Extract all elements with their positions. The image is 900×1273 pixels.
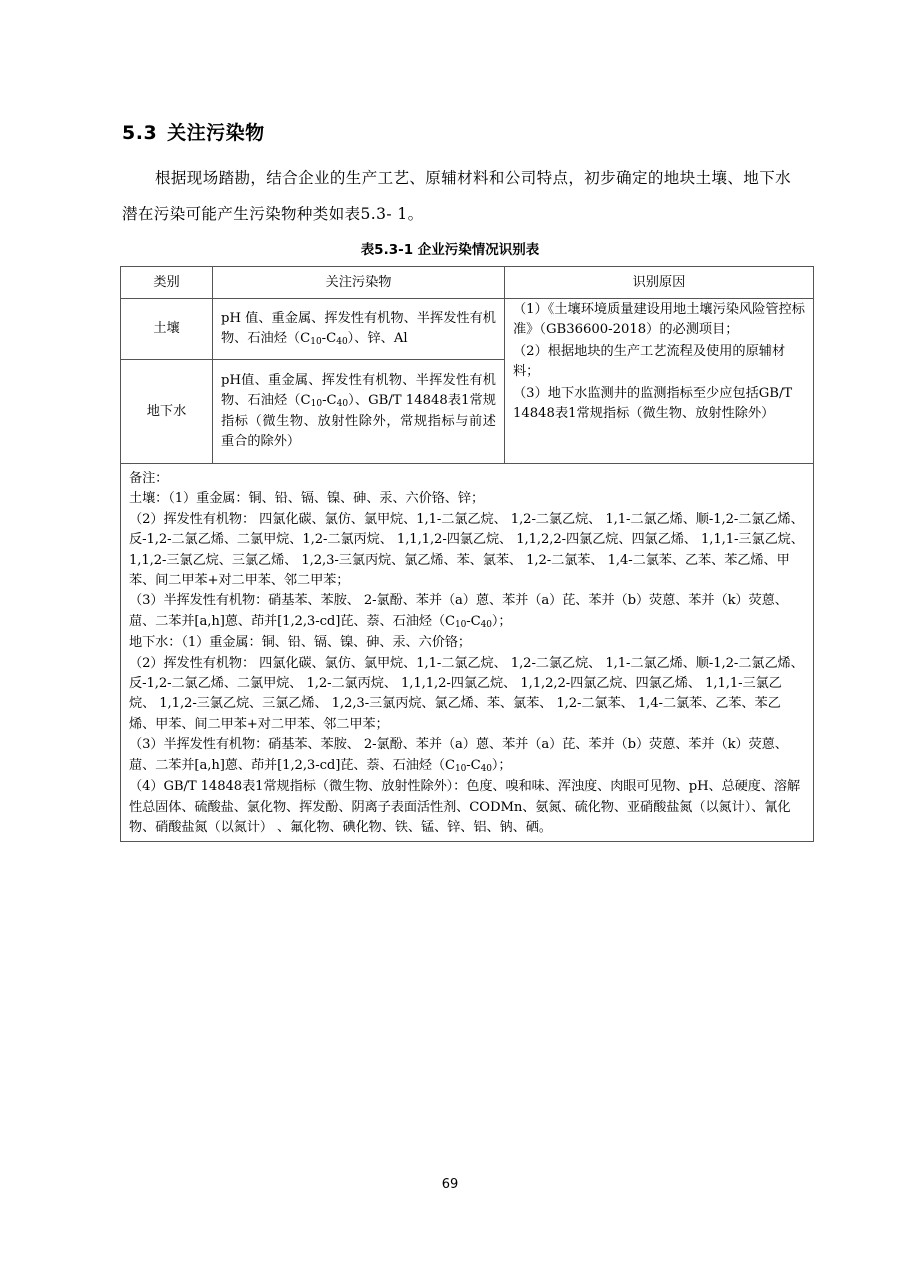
note-soil-voc: （2）挥发性有机物： 四氯化碳、氯仿、氯甲烷、1,1-二氯乙烷、 1,2-二氯乙烷、 1,1-二氯乙烯、顺-1,2-二氯乙烯、反-1,2-二氯乙烯、二氯甲烷、1,2-二氯丙烷、 1,1,1,2-四氯乙烷、 1,1,2,2-四氯乙烷、四氯乙烯、 1,1,1-三氯乙烷、 1,1,2-三氯乙烷、三氯乙烯、 1,2,3-三氯丙烷、氯乙烯、苯、氯苯、 1,2-二氯苯、 1,4-二氯苯、乙苯、苯乙烯、甲苯、间二甲苯+对二甲苯、邻二甲苯； [129,511,804,589]
notes-label: 备注： [129,471,169,486]
header-reason: 识别原因 [505,267,814,299]
table-header-row [121,267,814,299]
note-groundwater-svoc: （3）半挥发性有机物：硝基苯、苯胺、 2-氯酚、苯并（a）蒽、苯并（a）芘、苯并（b）荧蒽、苯并（k）荧蒽、䓛、二苯并[a,h]蒽、茚并[1,2,3-cd]芘、萘、石油烃$(C_{10}-C_{40})$； [129,737,788,774]
note-groundwater-voc: （2）挥发性有机物： 四氯化碳、氯仿、氯甲烷、1,1-二氯乙烷、 1,2-二氯乙烷、 1,1-二氯乙烯、顺-1,2-二氯乙烯、反-1,2-二氯乙烯、二氯甲烷、 1,2-二氯丙烷、 1,1,1,2-四氯乙烷、 1,1,2,2-四氯乙烷、四氯乙烯、 1,1,1-三氯乙烷、 1,1,2-三氯乙烷、三氯乙烯、 1,2,3-三氯丙烷、氯乙烯、苯、氯苯、 1,2-二氯苯、 1,4-二氯苯、乙苯、苯乙烯、甲苯、间二甲苯+对二甲苯、邻二甲苯； [129,655,804,732]
category-groundwater: 地下水 [121,360,213,464]
header-pollutants: 关注污染物 [213,267,505,299]
section-heading [122,118,265,145]
reason-item: （1）《土壤环境质量建设用地土壤污染风险管控标准》（GB36600-2018）的必测项目； [513,302,805,337]
pollutants-soil: pH 值、重金属、挥发性有机物、半挥发性有机物、石油烃$(C_{10}-C_{40})$、锌、Al [213,299,505,360]
note-soil-metals: 土壤：（1）重金属：铜、铅、镉、镍、砷、汞、六价铬、锌； [129,491,485,507]
reason-item: （2）根据地块的生产工艺流程及使用的原辅材料； [513,344,786,379]
intro-paragraph: 根据现场踏勘，结合企业的生产工艺、原辅材料和公司特点，初步确定的地块土壤、地下水潜在污染可能产生污染物种类如表5.3- 1。 [122,169,792,223]
pollution-identification-table [120,266,814,842]
pollutants-groundwater: pH值、重金属、挥发性有机物、半挥发性有机物、石油烃$(C_{10}-C_{40})$、GB/T 14848表1常规指标（微生物、放射性除外，常规指标与前述重合的除外） [213,360,505,464]
page-number: 69 [441,1177,459,1192]
section-number: 5.3 [122,122,158,144]
note-groundwater-routine: （4）GB/T 14848表1常规指标（微生物、放射性除外）：色度、嗅和味、浑浊度、肉眼可见物、pH、总硬度、溶解性总固体、硫酸盐、氯化物、挥发酚、阴离子表面活性剂、CODMn、氨氮、硫化物、亚硝酸盐氮（以氮计）、氰化物、硝酸盐氮（以氮计） 、氟化物、碘化物、铁、锰、锌、铝、钠、硒。 [129,779,801,835]
reason-item: （3）地下水监测井的监测指标至少应包括GB/T 14848表1常规指标（微生物、放射性除外） [513,386,793,421]
identification-reasons [505,299,814,464]
category-soil: 土壤 [121,299,213,360]
table-row-soil [121,299,814,360]
table-notes-row [121,464,814,842]
note-groundwater-metals: 地下水：（1）重金属：铜、铅、镉、镍、砷、汞、六价铬； [129,635,471,651]
notes-cell [121,464,814,842]
table-caption: 表5.3-1 企业污染情况识别表 [360,242,540,258]
note-soil-svoc: （3）半挥发性有机物：硝基苯、苯胺、 2-氯酚、苯并（a）蒽、苯并（a）芘、苯并（b）荧蒽、苯并（k）荧蒽、䓛、二苯并[a,h]蒽、茚并[1,2,3-cd]芘、萘、石油烃$(C_{10}-C_{40})$； [129,593,788,630]
header-category: 类别 [121,267,213,299]
section-title: 关注污染物 [167,122,265,144]
